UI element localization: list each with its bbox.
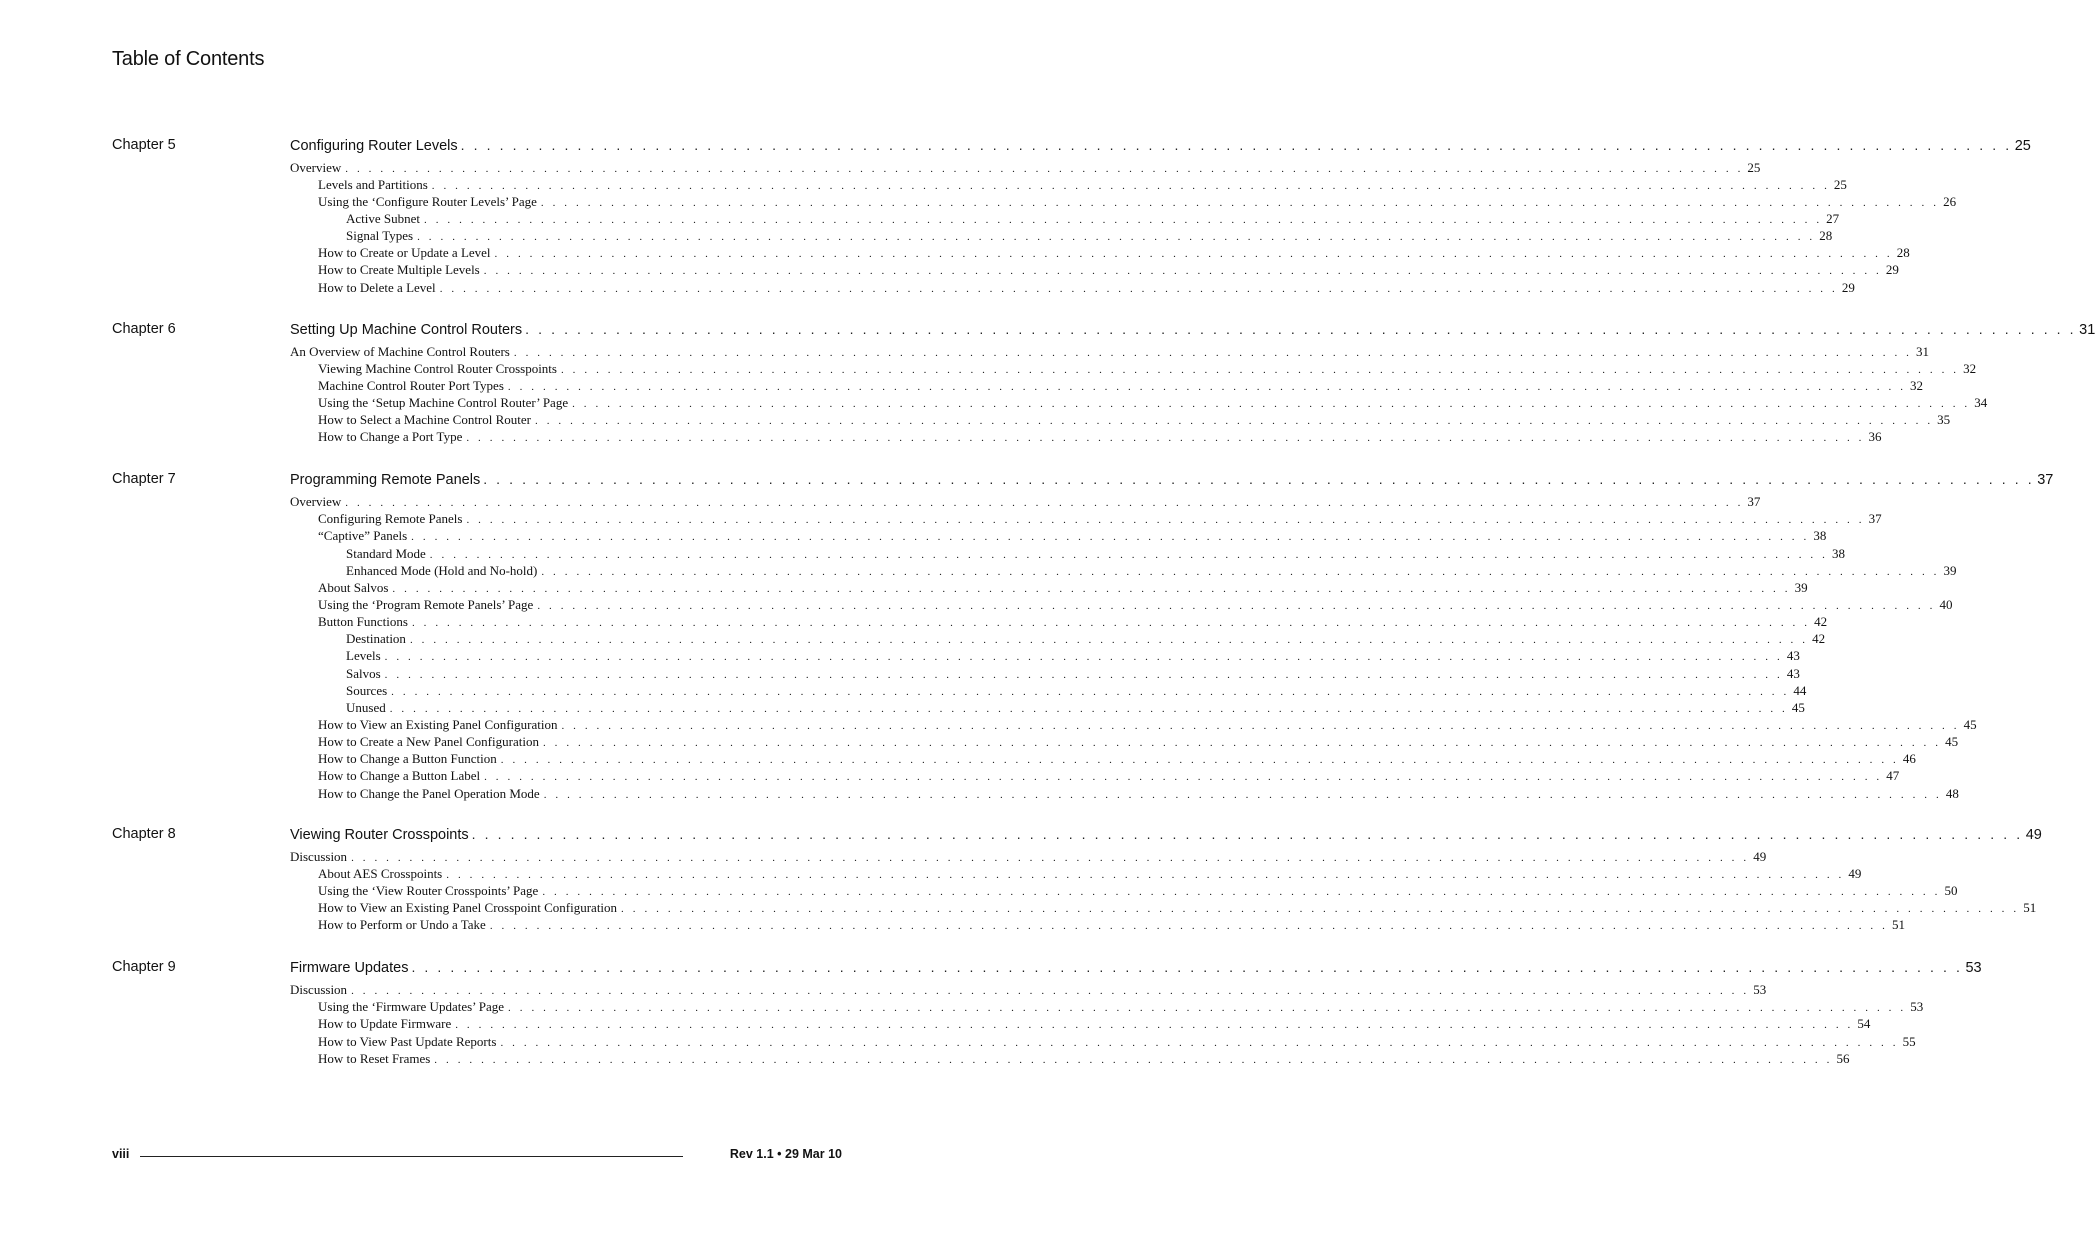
toc-entry-link[interactable] (346, 546, 1845, 563)
chapter-label: Chapter 7 (112, 471, 176, 487)
toc-entry-link[interactable] (346, 700, 1805, 717)
dot-leader: . . . . . . . . . . . . . . . . . . . . . . . . . . . . . . . . . . . . . . . . . . . . . . . . . . . . . . . . . . . . . . . . . . . . . . . . . . . . . . . . . . . . . . . . . . . . . . . . . . . . . . . . . . . . . . . . . . . . . . . . (471, 826, 2023, 842)
toc-entry-title: Signal Types (346, 228, 414, 243)
chapter-page-number: 37 (2037, 472, 2054, 488)
toc-entry-link[interactable] (346, 648, 1800, 665)
toc-entry-title: How to Update Firmware (318, 1016, 452, 1031)
dot-leader: . . . . . . . . . . . . . . . . . . . . . . . . . . . . . . . . . . . . . . . . . . . . . . . . . . . . . . . . . . . . . . . . . . . . . . . . . . . . . . . . . . . . . . . . . . . . . . . . . . . . . . . . . . . . . . . . . . . . . . . . (351, 852, 1750, 864)
toc-entry-page-number: 51 (2023, 900, 2037, 915)
toc-entry-page-number: 45 (1963, 717, 1977, 732)
toc-entry-title: Salvos (346, 666, 381, 681)
dot-leader: . . . . . . . . . . . . . . . . . . . . . . . . . . . . . . . . . . . . . . . . . . . . . . . . . . . . . . . . . . . . . . . . . . . . . . . . . . . . . . . . . . . . . . . . . . . . . . . . . . . . . . . . . . . . . . . . . . . . . . . . (542, 737, 1942, 749)
toc-entry-page-number: 49 (1753, 849, 1767, 864)
toc-entry-link[interactable] (318, 734, 1959, 751)
dot-leader: . . . . . . . . . . . . . . . . . . . . . . . . . . . . . . . . . . . . . . . . . . . . . . . . . . . . . . . . . . . . . . . . . . . . . . . . . . . . . . . . . . . . . . . . . . . . . . . . . . . . . . . . . . . . . . . . . . . . . . . . (561, 720, 1960, 732)
chapter-page-number: 31 (2079, 322, 2095, 338)
page-title: Table of Contents (112, 48, 265, 70)
toc-entry-link[interactable] (318, 751, 1916, 768)
toc-entry-page-number: 46 (1902, 751, 1916, 766)
toc-entry-page-number: 56 (1836, 1051, 1850, 1066)
dot-leader: . . . . . . . . . . . . . . . . . . . . . . . . . . . . . . . . . . . . . . . . . . . . . . . . . . . . . . . . . . . . . . . . . . . . . . . . . . . . . . . . . . . . . . . . . . . . . . . . . . . . . . . . . . . . . . . . . . . . . . . . (424, 214, 1823, 226)
toc-entry-page-number: 40 (1939, 597, 1953, 612)
toc-entry-link[interactable] (318, 786, 1959, 803)
toc-entry-link[interactable] (290, 849, 1767, 866)
toc-entry-link[interactable] (318, 511, 1882, 528)
dot-leader: . . . . . . . . . . . . . . . . . . . . . . . . . . . . . . . . . . . . . . . . . . . . . . . . . . . . . . . . . . . . . . . . . . . . . . . . . . . . . . . . . . . . . . . . . . . . . . . . . . . . . . . . . . . . . . . . . . . . . . . . (508, 1002, 1907, 1014)
toc-entry-page-number: 36 (1868, 429, 1882, 444)
toc-entry-title: Viewing Machine Control Router Crosspoints (318, 361, 557, 376)
dot-leader: . . . . . . . . . . . . . . . . . . . . . . . . . . . . . . . . . . . . . . . . . . . . . . . . . . . . . . . . . . . . . . . . . . . . . . . . . . . . . . . . . . . . . . . . . . . . . . . . . . . . . . . . . . . . . . . . . . . . . . . . (540, 197, 1940, 209)
toc-entry-title: How to Create Multiple Levels (318, 262, 480, 277)
toc-entry-title: Overview (290, 494, 342, 509)
toc-entry-title: Levels (346, 648, 381, 663)
toc-entry-title: Destination (346, 631, 406, 646)
toc-entry-link[interactable] (318, 245, 1910, 262)
chapter-page-number: 49 (2025, 827, 2042, 843)
toc-entry-page-number: 53 (1753, 982, 1767, 997)
chapter-title: Configuring Router Levels (290, 138, 458, 154)
toc-entry-page-number: 44 (1793, 683, 1807, 698)
toc-entry-link[interactable] (318, 378, 1924, 395)
toc-entry-page-number: 48 (1945, 786, 1959, 801)
toc-entry-link[interactable] (346, 563, 1957, 580)
dot-leader: . . . . . . . . . . . . . . . . . . . . . . . . . . . . . . . . . . . . . . . . . . . . . . . . . . . . . . . . . . . . . . . . . . . . . . . . . . . . . . . . . . . . . . . . . . . . . . . . . . . . . . . . . . . . . . . . . . . . . . . . (537, 600, 1936, 612)
dot-leader: . . . . . . . . . . . . . . . . . . . . . . . . . . . . . . . . . . . . . . . . . . . . . . . . . . . . . . . . . . . . . . . . . . . . . . . . . . . . . . . . . . . . . . . . . . . . . . . . . . . . . . . . . . . . . . . . . . . . . . . . (446, 869, 1845, 881)
toc-entry-link[interactable] (318, 768, 1900, 785)
toc-entry-title: How to View Past Update Reports (318, 1034, 497, 1049)
footer-page-number: viii (112, 1147, 130, 1161)
toc-entry-page-number: 51 (1891, 917, 1905, 932)
dot-leader: . . . . . . . . . . . . . . . . . . . . . . . . . . . . . . . . . . . . . . . . . . . . . . . . . . . . . . . . . . . . . . . . . . . . . . . . . . . . . . . . . . . . . . . . . . . . . . . . . . . . . . . . . . . . . . . . . . . . . . . . (507, 381, 1907, 393)
dot-leader: . . . . . . . . . . . . . . . . . . . . . . . . . . . . . . . . . . . . . . . . . . . . . . . . . . . . . . . . . . . . . . . . . . . . . . . . . . . . . . . . . . . . . . . . . . . . . . . . . . . . . . . . . . . . . . . . . . . . . . . . (392, 583, 1791, 595)
toc-entry-title: Enhanced Mode (Hold and No-hold) (346, 563, 538, 578)
chapter-title: Firmware Updates (290, 960, 409, 976)
chapter-title: Programming Remote Panels (290, 472, 481, 488)
dot-leader: . . . . . . . . . . . . . . . . . . . . . . . . . . . . . . . . . . . . . . . . . . . . . . . . . . . . . . . . . . . . . . . . . . . . . . . . . . . . . . . . . . . . . . . . . . . . . . . . . . . . . . . . . . . . . . . . . . . . . . . . (391, 686, 1790, 698)
toc-entry-title: About Salvos (318, 580, 389, 595)
dot-leader: . . . . . . . . . . . . . . . . . . . . . . . . . . . . . . . . . . . . . . . . . . . . . . . . . . . . . . . . . . . . . . . . . . . . . . . . . . . . . . . . . . . . . . . . . . . . . . . . . . . . . . . . . . . . . . . . . . . . . . . . (439, 283, 1838, 295)
dot-leader: . . . . . . . . . . . . . . . . . . . . . . . . . . . . . . . . . . . . . . . . . . . . . . . . . . . . . . . . . . . . . . . . . . . . . . . . . . . . . . . . . . . . . . . . . . . . . . . . . . . . . . . . . . . . . . . . . . . . . . . . (434, 1054, 1833, 1066)
chapter-heading-link[interactable] (290, 826, 2042, 843)
toc-entry-title: How to Select a Machine Control Router (318, 412, 532, 427)
dot-leader: . . . . . . . . . . . . . . . . . . . . . . . . . . . . . . . . . . . . . . . . . . . . . . . . . . . . . . . . . . . . . . . . . . . . . . . . . . . . . . . . . . . . . . . . . . . . . . . . . . . . . . . . . . . . . . . . . . . . . . . . (417, 231, 1816, 243)
toc-entry-page-number: 45 (1791, 700, 1805, 715)
toc-entry-page-number: 37 (1868, 511, 1882, 526)
toc-entry-link[interactable] (318, 866, 1862, 883)
dot-leader: . . . . . . . . . . . . . . . . . . . . . . . . . . . . . . . . . . . . . . . . . . . . . . . . . . . . . . . . . . . . . . . . . . . . . . . . . . . . . . . . . . . . . . . . . . . . . . . . . . . . . . . . . . . . . . . . . . . . . . . . (621, 903, 2020, 915)
dot-leader: . . . . . . . . . . . . . . . . . . . . . . . . . . . . . . . . . . . . . . . . . . . . . . . . . . . . . . . . . . . . . . . . . . . . . . . . . . . . . . . . . . . . . . . . . . . . . . . . . . . . . . . . . . . . . . . . . . . . . . . . (489, 920, 1888, 932)
toc-entry-page-number: 25 (1833, 177, 1847, 192)
toc-entry-link[interactable] (318, 883, 1958, 900)
toc-entry-link[interactable] (318, 614, 1828, 631)
chapter-label: Chapter 8 (112, 826, 176, 842)
toc-entry-link[interactable] (318, 717, 1977, 734)
toc-entry-page-number: 25 (1747, 160, 1761, 175)
toc-entry-title: How to Change a Button Label (318, 768, 481, 783)
chapter-page-number: 25 (2014, 138, 2031, 154)
toc-entry-title: Sources (346, 683, 388, 698)
toc-entry-page-number: 34 (1974, 395, 1988, 410)
dot-leader: . . . . . . . . . . . . . . . . . . . . . . . . . . . . . . . . . . . . . . . . . . . . . . . . . . . . . . . . . . . . . . . . . . . . . . . . . . . . . . . . . . . . . . . . . . . . . . . . . . . . . . . . . . . . . . . . . . . . . . . . (483, 265, 1882, 277)
dot-leader: . . . . . . . . . . . . . . . . . . . . . . . . . . . . . . . . . . . . . . . . . . . . . . . . . . . . . . . . . . . . . . . . . . . . . . . . . . . . . . . . . . . . . . . . . . . . . . . . . . . . . . . . . . . . . . . . . . . . . . . . (351, 985, 1750, 997)
toc-entry-title: Button Functions (318, 614, 408, 629)
chapter-heading-link[interactable] (290, 321, 2095, 338)
dot-leader: . . . . . . . . . . . . . . . . . . . . . . . . . . . . . . . . . . . . . . . . . . . . . . . . . . . . . . . . . . . . . . . . . . . . . . . . . . . . . . . . . . . . . . . . . . . . . . . . . . . . . . . . . . . . . . . . . . . . . . . . (466, 432, 1865, 444)
toc-entry-link[interactable] (318, 1016, 1871, 1033)
toc-entry-link[interactable] (346, 683, 1807, 700)
toc-entry-page-number: 38 (1813, 528, 1827, 543)
toc-entry-link[interactable] (318, 280, 1855, 297)
toc-entry-page-number: 26 (1943, 194, 1957, 209)
chapter-label: Chapter 9 (112, 959, 176, 975)
chapter-heading-link[interactable] (290, 137, 2031, 154)
dot-leader: . . . . . . . . . . . . . . . . . . . . . . . . . . . . . . . . . . . . . . . . . . . . . . . . . . . . . . . . . . . . . . . . . . . . . . . . . . . . . . . . . . . . . . . . . . . . . . . . . . . . . . . . . . . . . . . . . . . . . . . . (494, 248, 1893, 260)
toc-entry-title: Using the ‘View Router Crosspoints’ Page (318, 883, 539, 898)
toc-entry-link[interactable] (318, 999, 1924, 1016)
toc-entry-link[interactable] (318, 262, 1899, 279)
toc-entry-title: Discussion (290, 982, 348, 997)
toc-entry-link[interactable] (290, 494, 1761, 511)
dot-leader: . . . . . . . . . . . . . . . . . . . . . . . . . . . . . . . . . . . . . . . . . . . . . . . . . . . . . . . . . . . . . . . . . . . . . . . . . . . . . . . . . . . . . . . . . . . . . . . . . . . . . . . . . . . . . . . . . . . . . . . . (560, 364, 1960, 376)
toc-entry-page-number: 27 (1826, 211, 1840, 226)
footer-revision: Rev 1.1 • 29 Mar 10 (729, 1147, 842, 1161)
toc-entry-title: Using the ‘Configure Router Levels’ Page (318, 194, 537, 209)
dot-leader: . . . . . . . . . . . . . . . . . . . . . . . . . . . . . . . . . . . . . . . . . . . . . . . . . . . . . . . . . . . . . . . . . . . . . . . . . . . . . . . . . . . . . . . . . . . . . . . . . . . . . . . . . . . . . . . . . . . . . . . . (572, 398, 1971, 410)
toc-entry-title: “Captive” Panels (318, 528, 408, 543)
dot-leader: . . . . . . . . . . . . . . . . . . . . . . . . . . . . . . . . . . . . . . . . . . . . . . . . . . . . . . . . . . . . . . . . . . . . . . . . . . . . . . . . . . . . . . . . . . . . . . . . . . . . . . . . . . . . . . . . . . . . . . . . (500, 754, 1899, 766)
toc-entry-title: How to View an Existing Panel Configuration (318, 717, 558, 732)
dot-leader: . . . . . . . . . . . . . . . . . . . . . . . . . . . . . . . . . . . . . . . . . . . . . . . . . . . . . . . . . . . . . . . . . . . . . . . . . . . . . . . . . . . . . . . . . . . . . . . . . . . . . . . . . . . . . . . . . . . . . . . . (411, 617, 1811, 629)
toc-entry-title: Levels and Partitions (318, 177, 428, 192)
dot-leader: . . . . . . . . . . . . . . . . . . . . . . . . . . . . . . . . . . . . . . . . . . . . . . . . . . . . . . . . . . . . . . . . . . . . . . . . . . . . . . . . . . . . . . . . . . . . . . . . . . . . . . . . . . . . . . . . . . . . . . . . (411, 959, 1963, 975)
toc-entry-page-number: 38 (1831, 546, 1845, 561)
dot-leader: . . . . . . . . . . . . . . . . . . . . . . . . . . . . . . . . . . . . . . . . . . . . . . . . . . . . . . . . . . . . . . . . . . . . . . . . . . . . . . . . . . . . . . . . . . . . . . . . . . . . . . . . . . . . . . . . . . . . . . . . (345, 163, 1744, 175)
toc-entry-link[interactable] (290, 344, 1930, 361)
toc-entry-page-number: 54 (1857, 1016, 1871, 1031)
chapter-heading-link[interactable] (290, 959, 1982, 976)
toc-entry-title: How to Reset Frames (318, 1051, 431, 1066)
dot-leader: . . . . . . . . . . . . . . . . . . . . . . . . . . . . . . . . . . . . . . . . . . . . . . . . . . . . . . . . . . . . . . . . . . . . . . . . . . . . . . . . . . . . . . . . . . . . . . . . . . . . . . . . . . . . . . . . . . . . . . . . (513, 347, 1913, 359)
toc-entry-title: Discussion (290, 849, 348, 864)
toc-entry-link[interactable] (318, 412, 1951, 429)
footer-rule (140, 1156, 683, 1157)
toc-entry-page-number: 53 (1910, 999, 1924, 1014)
toc-entry-link[interactable] (318, 917, 1905, 934)
toc-entry-link[interactable] (318, 528, 1827, 545)
toc-entry-link[interactable] (318, 1051, 1850, 1068)
dot-leader: . . . . . . . . . . . . . . . . . . . . . . . . . . . . . . . . . . . . . . . . . . . . . . . . . . . . . . . . . . . . . . . . . . . . . . . . . . . . . . . . . . . . . . . . . . . . . . . . . . . . . . . . . . . . . . . . . . . . . . . . (466, 514, 1865, 526)
toc-entry-title: How to Perform or Undo a Take (318, 917, 486, 932)
toc-entry-link[interactable] (290, 160, 1761, 177)
toc-entry-page-number: 39 (1794, 580, 1808, 595)
toc-entry-title: Using the ‘Program Remote Panels’ Page (318, 597, 534, 612)
toc-entry-page-number: 35 (1937, 412, 1951, 427)
dot-leader: . . . . . . . . . . . . . . . . . . . . . . . . . . . . . . . . . . . . . . . . . . . . . . . . . . . . . . . . . . . . . . . . . . . . . . . . . . . . . . . . . . . . . . . . . . . . . . . . . . . . . . . . . . . . . . . . . . . . . . . . (525, 321, 2077, 337)
toc-entry-page-number: 29 (1841, 280, 1855, 295)
toc-entry-page-number: 39 (1943, 563, 1957, 578)
toc-entry-title: How to Create or Update a Level (318, 245, 491, 260)
toc-entry-link[interactable] (346, 228, 1833, 245)
toc-entry-link[interactable] (346, 631, 1826, 648)
dot-leader: . . . . . . . . . . . . . . . . . . . . . . . . . . . . . . . . . . . . . . . . . . . . . . . . . . . . . . . . . . . . . . . . . . . . . . . . . . . . . . . . . . . . . . . . . . . . . . . . . . . . . . . . . . . . . . . . . . . . . . . . (541, 566, 1940, 578)
toc-entry-page-number: 28 (1896, 245, 1910, 260)
toc-entry-link[interactable] (318, 361, 1977, 378)
toc-entry-title: Active Subnet (346, 211, 421, 226)
toc-entry-page-number: 29 (1885, 262, 1899, 277)
toc-entry-page-number: 31 (1916, 344, 1930, 359)
toc-entry-link[interactable] (290, 982, 1767, 999)
chapter-heading-link[interactable] (290, 471, 2054, 488)
toc-entry-link[interactable] (318, 597, 1953, 614)
toc-entry-title: An Overview of Machine Control Routers (290, 344, 510, 359)
dot-leader: . . . . . . . . . . . . . . . . . . . . . . . . . . . . . . . . . . . . . . . . . . . . . . . . . . . . . . . . . . . . . . . . . . . . . . . . . . . . . . . . . . . . . . . . . . . . . . . . . . . . . . . . . . . . . . . . . . . . . . . . (384, 651, 1783, 663)
dot-leader: . . . . . . . . . . . . . . . . . . . . . . . . . . . . . . . . . . . . . . . . . . . . . . . . . . . . . . . . . . . . . . . . . . . . . . . . . . . . . . . . . . . . . . . . . . . . . . . . . . . . . . . . . . . . . . . . . . . . . . . . (484, 771, 1883, 783)
toc-entry-page-number: 43 (1786, 648, 1800, 663)
dot-leader: . . . . . . . . . . . . . . . . . . . . . . . . . . . . . . . . . . . . . . . . . . . . . . . . . . . . . . . . . . . . . . . . . . . . . . . . . . . . . . . . . . . . . . . . . . . . . . . . . . . . . . . . . . . . . . . . . . . . . . . . (460, 137, 2012, 153)
toc-entry-link[interactable] (318, 1034, 1916, 1051)
toc-entry-link[interactable] (346, 211, 1840, 228)
toc-entry-title: Unused (346, 700, 386, 715)
dot-leader: . . . . . . . . . . . . . . . . . . . . . . . . . . . . . . . . . . . . . . . . . . . . . . . . . . . . . . . . . . . . . . . . . . . . . . . . . . . . . . . . . . . . . . . . . . . . . . . . . . . . . . . . . . . . . . . . . . . . . . . . (429, 549, 1828, 561)
toc-entry-page-number: 32 (1963, 361, 1977, 376)
chapter-title: Viewing Router Crosspoints (290, 827, 469, 843)
chapter-label: Chapter 5 (112, 137, 176, 153)
dot-leader: . . . . . . . . . . . . . . . . . . . . . . . . . . . . . . . . . . . . . . . . . . . . . . . . . . . . . . . . . . . . . . . . . . . . . . . . . . . . . . . . . . . . . . . . . . . . . . . . . . . . . . . . . . . . . . . . . . . . . . . . (431, 180, 1830, 192)
toc-entry-page-number: 42 (1814, 614, 1828, 629)
toc-entry-page-number: 32 (1910, 378, 1924, 393)
toc-entry-title: Using the ‘Setup Machine Control Router’ Page (318, 395, 569, 410)
toc-entry-page-number: 28 (1819, 228, 1833, 243)
chapter-label: Chapter 6 (112, 321, 176, 337)
dot-leader: . . . . . . . . . . . . . . . . . . . . . . . . . . . . . . . . . . . . . . . . . . . . . . . . . . . . . . . . . . . . . . . . . . . . . . . . . . . . . . . . . . . . . . . . . . . . . . . . . . . . . . . . . . . . . . . . . . . . . . . . (535, 415, 1934, 427)
dot-leader: . . . . . . . . . . . . . . . . . . . . . . . . . . . . . . . . . . . . . . . . . . . . . . . . . . . . . . . . . . . . . . . . . . . . . . . . . . . . . . . . . . . . . . . . . . . . . . . . . . . . . . . . . . . . . . . . . . . . . . . . (409, 634, 1809, 646)
toc-entry-link[interactable] (318, 194, 1957, 211)
dot-leader: . . . . . . . . . . . . . . . . . . . . . . . . . . . . . . . . . . . . . . . . . . . . . . . . . . . . . . . . . . . . . . . . . . . . . . . . . . . . . . . . . . . . . . . . . . . . . . . . . . . . . . . . . . . . . . . . . . . . . . . . (500, 1037, 1899, 1049)
chapter-title: Setting Up Machine Control Routers (290, 322, 523, 338)
dot-leader: . . . . . . . . . . . . . . . . . . . . . . . . . . . . . . . . . . . . . . . . . . . . . . . . . . . . . . . . . . . . . . . . . . . . . . . . . . . . . . . . . . . . . . . . . . . . . . . . . . . . . . . . . . . . . . . . . . . . . . . . (389, 703, 1788, 715)
dot-leader: . . . . . . . . . . . . . . . . . . . . . . . . . . . . . . . . . . . . . . . . . . . . . . . . . . . . . . . . . . . . . . . . . . . . . . . . . . . . . . . . . . . . . . . . . . . . . . . . . . . . . . . . . . . . . . . . . . . . . . . . (542, 886, 1941, 898)
toc-entry-title: About AES Crosspoints (318, 866, 443, 881)
dot-leader: . . . . . . . . . . . . . . . . . . . . . . . . . . . . . . . . . . . . . . . . . . . . . . . . . . . . . . . . . . . . . . . . . . . . . . . . . . . . . . . . . . . . . . . . . . . . . . . . . . . . . . . . . . . . . . . . . . . . . . . . (455, 1019, 1854, 1031)
toc-entry-page-number: 49 (1848, 866, 1862, 881)
toc-entry-link[interactable] (318, 429, 1882, 446)
toc-entry-page-number: 47 (1886, 768, 1900, 783)
toc-entry-link[interactable] (346, 666, 1800, 683)
toc-entry-page-number: 50 (1944, 883, 1958, 898)
toc-entry-link[interactable] (318, 580, 1808, 597)
dot-leader: . . . . . . . . . . . . . . . . . . . . . . . . . . . . . . . . . . . . . . . . . . . . . . . . . . . . . . . . . . . . . . . . . . . . . . . . . . . . . . . . . . . . . . . . . . . . . . . . . . . . . . . . . . . . . . . . . . . . . . . . (543, 789, 1942, 801)
toc-entry-page-number: 42 (1812, 631, 1826, 646)
toc-entry-title: How to Create a New Panel Configuration (318, 734, 539, 749)
toc-entry-page-number: 43 (1786, 666, 1800, 681)
dot-leader: . . . . . . . . . . . . . . . . . . . . . . . . . . . . . . . . . . . . . . . . . . . . . . . . . . . . . . . . . . . . . . . . . . . . . . . . . . . . . . . . . . . . . . . . . . . . . . . . . . . . . . . . . . . . . . . . . . . . . . . . (411, 531, 1810, 543)
chapter-page-number: 53 (1965, 960, 1982, 976)
toc-entry-page-number: 37 (1747, 494, 1761, 509)
dot-leader: . . . . . . . . . . . . . . . . . . . . . . . . . . . . . . . . . . . . . . . . . . . . . . . . . . . . . . . . . . . . . . . . . . . . . . . . . . . . . . . . . . . . . . . . . . . . . . . . . . . . . . . . . . . . . . . . . . . . . . . . (384, 669, 1783, 681)
toc-entry-title: Using the ‘Firmware Updates’ Page (318, 999, 505, 1014)
toc-entry-link[interactable] (318, 177, 1847, 194)
dot-leader: . . . . . . . . . . . . . . . . . . . . . . . . . . . . . . . . . . . . . . . . . . . . . . . . . . . . . . . . . . . . . . . . . . . . . . . . . . . . . . . . . . . . . . . . . . . . . . . . . . . . . . . . . . . . . . . . . . . . . . . . (345, 497, 1744, 509)
toc-entry-link[interactable] (318, 395, 1988, 412)
toc-entry-page-number: 45 (1945, 734, 1959, 749)
toc-entry-page-number: 55 (1902, 1034, 1916, 1049)
dot-leader: . . . . . . . . . . . . . . . . . . . . . . . . . . . . . . . . . . . . . . . . . . . . . . . . . . . . . . . . . . . . . . . . . . . . . . . . . . . . . . . . . . . . . . . . . . . . . . . . . . . . . . . . . . . . . . . . . . . . . . . . (483, 471, 2035, 487)
toc-entry-title: Standard Mode (346, 546, 426, 561)
toc-entry-link[interactable] (318, 900, 2037, 917)
toc-entry-title: How to Change the Panel Operation Mode (318, 786, 540, 801)
toc-entry-title: How to View an Existing Panel Crosspoint Configuration (318, 900, 618, 915)
toc-entry-title: How to Delete a Level (318, 280, 436, 295)
toc-entry-title: Overview (290, 160, 342, 175)
toc-entry-title: How to Change a Port Type (318, 429, 463, 444)
toc-entry-title: Machine Control Router Port Types (318, 378, 504, 393)
toc-entry-title: How to Change a Button Function (318, 751, 497, 766)
toc-entry-title: Configuring Remote Panels (318, 511, 463, 526)
